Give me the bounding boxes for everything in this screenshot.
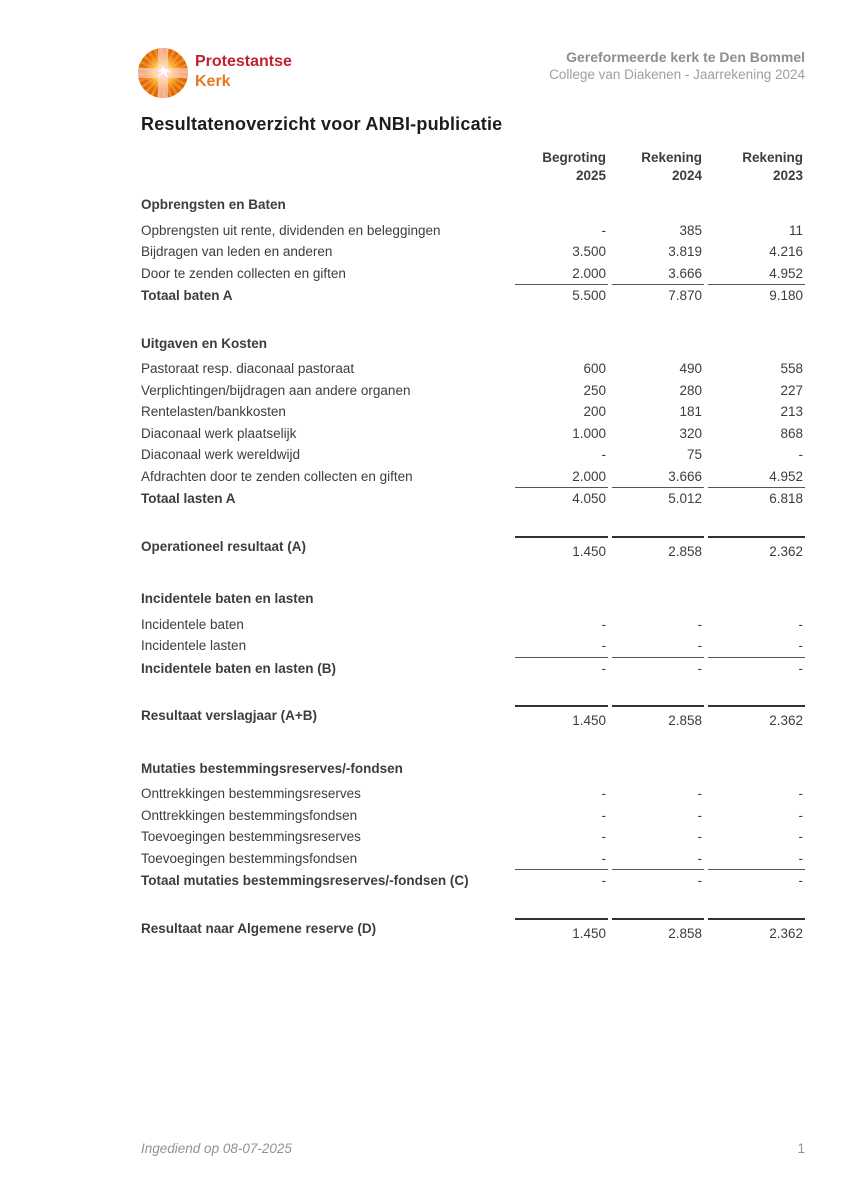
value-cell: 11 xyxy=(788,222,803,238)
table-row xyxy=(141,705,805,732)
value-cell: - xyxy=(697,873,702,888)
value-cell: - xyxy=(515,635,608,658)
dove-icon xyxy=(150,60,176,86)
value-cell: 1.000 xyxy=(572,425,606,441)
value-cell: - xyxy=(697,616,702,632)
value-cell: 385 xyxy=(679,222,702,238)
table-row xyxy=(141,805,805,827)
row-label: Operationeel resultaat (A) xyxy=(141,538,307,554)
section-spacer xyxy=(141,307,805,333)
value-cell: - xyxy=(798,660,803,676)
value-cell: 2.000 xyxy=(515,263,608,286)
value-cell: - xyxy=(697,786,702,801)
table-row xyxy=(141,783,805,805)
value-cell: 600 xyxy=(583,361,606,376)
value-cell: - xyxy=(601,786,606,801)
column-header-rekening-2024 xyxy=(612,149,704,185)
value-cell: 3.666 xyxy=(612,263,704,286)
value-cell: - xyxy=(708,635,805,658)
value-cell: 4.050 xyxy=(572,491,606,506)
value-cell: - xyxy=(601,447,606,462)
value-cell: 2.362 xyxy=(708,918,805,945)
value-cell: 181 xyxy=(679,404,702,419)
row-label: Uitgaven en Kosten xyxy=(141,335,268,351)
row-label: Bijdragen van leden en anderen xyxy=(141,244,333,259)
row-label: Incidentele baten en lasten (B) xyxy=(141,660,337,676)
column-header-year: 2023 xyxy=(772,168,803,183)
financial-table xyxy=(141,149,805,944)
value-cell: - xyxy=(697,807,702,823)
table-row xyxy=(141,918,805,945)
value-cell: 3.500 xyxy=(572,244,606,259)
value-cell: 5.500 xyxy=(572,288,606,303)
value-cell: - xyxy=(601,873,606,888)
column-header-rekening-2023 xyxy=(708,149,805,185)
table-row xyxy=(141,241,805,263)
value-cell: - xyxy=(798,786,803,801)
section-heading-row xyxy=(141,758,805,780)
row-label: Door te zenden collecten en giften xyxy=(141,265,346,281)
column-header-label: Begroting xyxy=(542,150,606,165)
column-header-begroting-2025 xyxy=(515,149,608,185)
row-label: Incidentele lasten xyxy=(141,638,247,653)
value-cell: 2.858 xyxy=(612,705,704,732)
row-label: Diaconaal werk wereldwijd xyxy=(141,447,301,462)
table-row xyxy=(141,401,805,423)
value-cell: - xyxy=(798,873,803,888)
logo-wordmark-line1: Protestantse xyxy=(195,53,292,70)
value-cell: 5.012 xyxy=(668,491,702,506)
value-cell: - xyxy=(798,829,803,844)
column-header-year: 2025 xyxy=(575,168,606,183)
table-row xyxy=(141,870,805,892)
value-cell: - xyxy=(601,829,606,844)
table-row xyxy=(141,285,805,307)
value-cell: - xyxy=(798,616,803,632)
section-spacer xyxy=(141,562,805,588)
column-header-year: 2024 xyxy=(671,168,702,183)
row-label: Resultaat naar Algemene reserve (D) xyxy=(141,920,377,936)
section-spacer xyxy=(141,892,805,918)
section-spacer xyxy=(141,510,805,536)
row-label: Resultaat verslagjaar (A+B) xyxy=(141,708,317,723)
table-row xyxy=(141,220,805,242)
value-cell: 2.858 xyxy=(612,918,704,945)
value-cell: 3.666 xyxy=(612,466,704,489)
value-cell: 200 xyxy=(583,404,606,419)
value-cell: - xyxy=(601,222,606,238)
table-row xyxy=(141,263,805,286)
row-label: Mutaties bestemmingsreserves/-fondsen xyxy=(141,760,403,776)
logo-wordmark-line2: Kerk xyxy=(195,73,231,90)
value-cell: 558 xyxy=(780,361,803,376)
org-header xyxy=(549,48,805,84)
table-row xyxy=(141,635,805,658)
value-cell: - xyxy=(515,848,608,871)
value-cell: - xyxy=(601,616,606,632)
row-label: Totaal mutaties bestemmingsreserves/-fondsen (C) xyxy=(141,873,469,888)
table-row xyxy=(141,380,805,402)
row-label: Incidentele baten xyxy=(141,616,244,632)
table-row xyxy=(141,488,805,510)
submitted-date: Ingediend op 08-07-2025 xyxy=(141,1141,292,1156)
value-cell: - xyxy=(612,635,704,658)
value-cell: 2.362 xyxy=(708,536,805,563)
row-label: Verplichtingen/bijdragen aan andere organen xyxy=(141,382,411,398)
row-label: Opbrengsten uit rente, dividenden en beleggingen xyxy=(141,222,441,238)
table-row xyxy=(141,423,805,445)
value-cell: - xyxy=(708,848,805,871)
org-name: Gereformeerde kerk te Den Bommel xyxy=(566,49,805,65)
row-label: Totaal lasten A xyxy=(141,491,236,506)
table-row xyxy=(141,614,805,636)
value-cell: - xyxy=(798,447,803,462)
value-cell: - xyxy=(697,660,702,676)
section-heading-row xyxy=(141,333,805,355)
row-label: Diaconaal werk plaatselijk xyxy=(141,425,297,441)
row-label: Onttrekkingen bestemmingsreserves xyxy=(141,786,361,801)
value-cell: - xyxy=(612,848,704,871)
value-cell: 213 xyxy=(780,404,803,419)
row-label: Toevoegingen bestemmingsreserves xyxy=(141,829,361,844)
org-subtitle: College van Diakenen - Jaarrekening 2024 xyxy=(549,67,805,82)
value-cell: 490 xyxy=(679,361,702,376)
section-spacer xyxy=(141,732,805,758)
value-cell: 320 xyxy=(679,425,702,441)
table-row xyxy=(141,466,805,489)
sunburst-logo-icon xyxy=(138,48,188,98)
section-heading-row xyxy=(141,194,805,216)
value-cell: 868 xyxy=(780,425,803,441)
value-cell: 250 xyxy=(583,382,606,398)
value-cell: 280 xyxy=(679,382,702,398)
page-title: Resultatenoverzicht voor ANBI-publicatie xyxy=(141,114,503,134)
value-cell: 2.858 xyxy=(612,536,704,563)
value-cell: 2.000 xyxy=(515,466,608,489)
value-cell: 1.450 xyxy=(515,705,608,732)
table-row xyxy=(141,536,805,563)
table-row xyxy=(141,848,805,871)
value-cell: 227 xyxy=(780,382,803,398)
value-cell: 9.180 xyxy=(769,288,803,303)
row-label: Incidentele baten en lasten xyxy=(141,591,314,606)
column-header-label: Rekening xyxy=(742,150,803,165)
table-row xyxy=(141,826,805,848)
table-body xyxy=(141,194,805,944)
row-label: Opbrengsten en Baten xyxy=(141,197,286,212)
value-cell: - xyxy=(697,829,702,844)
value-cell: 4.952 xyxy=(708,263,805,286)
row-label: Totaal baten A xyxy=(141,288,233,303)
row-label: Afdrachten door te zenden collecten en giften xyxy=(141,468,413,484)
column-header-spacer xyxy=(141,149,511,185)
value-cell: - xyxy=(601,660,606,676)
column-header-label: Rekening xyxy=(641,150,702,165)
logo-wordmark xyxy=(195,48,292,98)
page-number: 1 xyxy=(797,1141,805,1156)
value-cell: - xyxy=(798,807,803,823)
value-cell: - xyxy=(601,807,606,823)
protestantse-kerk-logo xyxy=(138,48,292,98)
table-row xyxy=(141,444,805,466)
value-cell: 6.818 xyxy=(769,491,803,506)
table-row xyxy=(141,358,805,380)
document-footer xyxy=(141,1141,805,1156)
column-header-row xyxy=(141,149,805,185)
row-label: Rentelasten/bankkosten xyxy=(141,404,286,419)
row-label: Onttrekkingen bestemmingsfondsen xyxy=(141,807,358,823)
section-heading-row xyxy=(141,588,805,610)
value-cell: 7.870 xyxy=(668,288,702,303)
table-row xyxy=(141,658,805,680)
value-cell: 4.952 xyxy=(708,466,805,489)
row-label: Toevoegingen bestemmingsfondsen xyxy=(141,850,358,866)
value-cell: 3.819 xyxy=(668,244,702,259)
row-label: Pastoraat resp. diaconaal pastoraat xyxy=(141,361,355,376)
value-cell: 1.450 xyxy=(515,536,608,563)
value-cell: 2.362 xyxy=(708,705,805,732)
value-cell: 4.216 xyxy=(769,244,803,259)
section-spacer xyxy=(141,679,805,705)
value-cell: 1.450 xyxy=(515,918,608,945)
value-cell: 75 xyxy=(686,447,702,462)
document-header xyxy=(141,48,805,98)
